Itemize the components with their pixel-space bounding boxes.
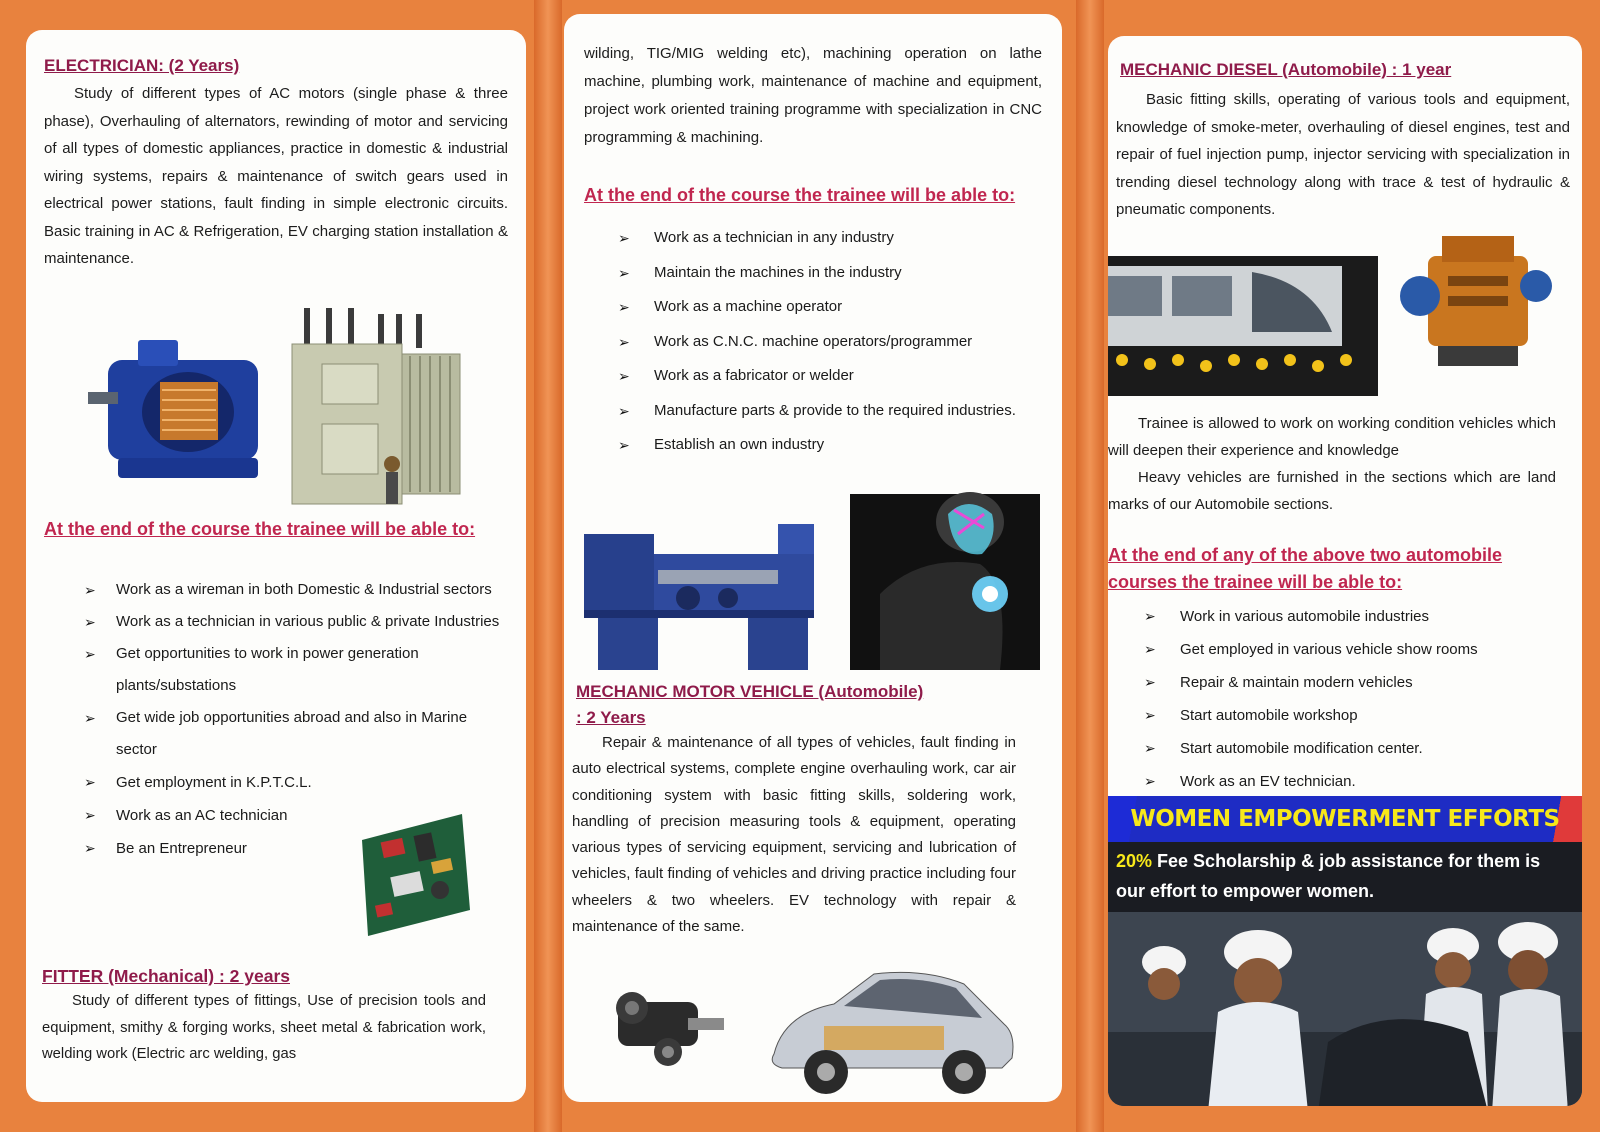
fold-shadow-right xyxy=(1076,0,1104,1132)
list-item: ➢ Maintain the machines in the industry xyxy=(584,256,1034,291)
fitter-description-continued: wilding, TIG/MIG welding etc), machining operation on lathe machine, plumbing work, maintenance of machine and equipment, project work oriented training programme with specialization in CNC programming & machining. xyxy=(584,45,1042,146)
list-item: ➢ Start automobile workshop xyxy=(1108,699,1548,732)
list-item: ➢ Start automobile modification center. xyxy=(1108,732,1548,765)
fitter-description: Study of different types of fittings, Use of precision tools and equipment, smithy & forging works, sheet metal & fabrication work, welding work (Electric arc welding, gas xyxy=(42,993,486,1062)
automobile-outcomes-list xyxy=(1108,600,1548,798)
women-empowerment-text: 20% Fee Scholarship & job assistance for them is our effort to empower women. xyxy=(1108,842,1582,912)
motor-vehicle-duration: : 2 Years xyxy=(576,708,646,727)
list-item: ➢ Work as an EV technician. xyxy=(1108,765,1548,798)
panel-diesel-women xyxy=(1108,36,1582,1106)
arrow-bullet-icon: ➢ xyxy=(618,368,630,384)
arrow-bullet-icon: ➢ xyxy=(618,437,630,453)
electrician-description: Study of different types of AC motors (single phase & three phase), Overhauling of alternators, rewinding of motor and servicing of all types of domestic appliances, practice in domestic & industrial wiring systems, repairs & maintenance of switch gears used in electrical power stations, fault finding in simple electronic circuits. Basic training in AC & Refrigeration, EV charging station installation & maintenance. xyxy=(44,85,508,267)
list-item: ➢ Work as a machine operator xyxy=(584,290,1034,325)
motor-vehicle-description: Repair & maintenance of all types of vehicles, fault finding in auto electrical systems, complete engine overhauling work, car air conditioning system with basic fitting skills, soldering work, handling of precision measuring tools & equipment, operating various types of servicing equipment, servicing and lubrication of vehicles, fault finding of vehicles and driving practice including four wheelers & two wheelers. EV technology with repair & maintenance of the same. xyxy=(572,734,1016,936)
arrow-bullet-icon: ➢ xyxy=(1144,674,1156,690)
electrician-outcome-heading: At the end of the course the trainee will be able to: xyxy=(44,519,476,539)
automobile-outcome-heading: At the end of any of the above two automobile courses the trainee will be able to: xyxy=(1108,545,1503,592)
arrow-bullet-icon: ➢ xyxy=(618,230,630,246)
trainee-note-2: Heavy vehicles are furnished in the sections which are land marks of our Automobile sections. xyxy=(1108,469,1556,513)
list-item: ➢ Be an Entrepreneur xyxy=(44,832,344,865)
panel-electrician xyxy=(26,30,526,1102)
list-item: ➢ Work in various automobile industries xyxy=(1108,600,1548,633)
list-item: ➢ Work as an AC technician xyxy=(44,799,344,832)
fitter-outcomes-list xyxy=(584,221,1034,463)
arrow-bullet-icon: ➢ xyxy=(84,646,96,662)
fold-shadow-left xyxy=(534,0,562,1132)
women-empowerment-banner xyxy=(1108,796,1582,1106)
list-item: ➢ Work as a wireman in both Domestic & Industrial sectors xyxy=(44,574,508,606)
list-item: ➢ Work as a technician in various public & private Industries xyxy=(44,606,508,638)
arrow-bullet-icon: ➢ xyxy=(1144,773,1156,789)
arrow-bullet-icon: ➢ xyxy=(84,840,96,856)
arrow-bullet-icon: ➢ xyxy=(1144,608,1156,624)
arrow-bullet-icon: ➢ xyxy=(84,774,96,790)
women-empowerment-title-bar xyxy=(1108,796,1582,842)
list-item: ➢ Get employment in K.P.T.C.L. xyxy=(44,766,344,799)
fitter-title: FITTER (Mechanical) : 2 years xyxy=(42,966,290,986)
list-item: ➢ Manufacture parts & provide to the required industries. xyxy=(584,394,1034,429)
list-item: ➢ Get wide job opportunities abroad and also in Marine sector xyxy=(44,702,508,766)
list-item: ➢ Get opportunities to work in power generation plants/substations xyxy=(44,638,508,702)
women-empowerment-title: WOMEN EMPOWERMENT EFFORTS xyxy=(1130,806,1560,832)
arrow-bullet-icon: ➢ xyxy=(84,582,96,598)
list-item: ➢ Work as C.N.C. machine operators/programmer xyxy=(584,325,1034,360)
arrow-bullet-icon: ➢ xyxy=(84,710,96,726)
arrow-bullet-icon: ➢ xyxy=(84,614,96,630)
arrow-bullet-icon: ➢ xyxy=(1144,641,1156,657)
scholarship-percent: 20% xyxy=(1116,851,1153,871)
welder-icon xyxy=(850,474,1040,670)
arrow-bullet-icon: ➢ xyxy=(618,299,630,315)
motor-vehicle-title: MECHANIC MOTOR VEHICLE (Automobile) xyxy=(576,682,924,701)
bus-workshop-icon xyxy=(1108,256,1378,396)
lathe-machine-icon xyxy=(578,514,824,678)
arrow-bullet-icon: ➢ xyxy=(1144,707,1156,723)
list-item: ➢ Repair & maintain modern vehicles xyxy=(1108,666,1548,699)
fitter-outcome-heading: At the end of the course the trainee will be able to: xyxy=(584,185,1016,205)
electrician-title: ELECTRICIAN: (2 Years) xyxy=(44,56,240,75)
car-cutaway-icon xyxy=(764,954,1014,1102)
arrow-bullet-icon: ➢ xyxy=(618,264,630,281)
circuit-board-icon xyxy=(352,810,476,940)
list-item: ➢ Establish an own industry xyxy=(584,428,1034,463)
arrow-bullet-icon: ➢ xyxy=(84,807,96,823)
diesel-description: Basic fitting skills, operating of various tools and equipment, knowledge of smoke-meter, overhauling of diesel engines, test and repair of fuel injection pump, injector servicing with specialization in trending diesel technology along with trace & test of hydraulic & pneumatic components. xyxy=(1116,91,1570,218)
diesel-engine-icon xyxy=(1398,226,1558,376)
ac-motor-icon xyxy=(78,320,278,490)
panel-fitter-motor-vehicle xyxy=(564,14,1062,1102)
list-item: ➢ Work as a fabricator or welder xyxy=(584,359,1034,394)
trainee-note-1: Trainee is allowed to work on working condition vehicles which will deepen their experience and knowledge xyxy=(1108,415,1556,459)
arrow-bullet-icon: ➢ xyxy=(1144,740,1156,756)
diesel-title: MECHANIC DIESEL (Automobile) : 1 year xyxy=(1120,60,1452,79)
engine-part-icon xyxy=(598,978,728,1074)
list-item: ➢ Get employed in various vehicle show rooms xyxy=(1108,633,1548,666)
arrow-bullet-icon: ➢ xyxy=(618,402,630,419)
arrow-bullet-icon: ➢ xyxy=(618,333,630,350)
women-workers-photo xyxy=(1108,912,1582,1106)
list-item: ➢ Work as a technician in any industry xyxy=(584,221,1034,256)
transformer-icon xyxy=(282,304,472,514)
